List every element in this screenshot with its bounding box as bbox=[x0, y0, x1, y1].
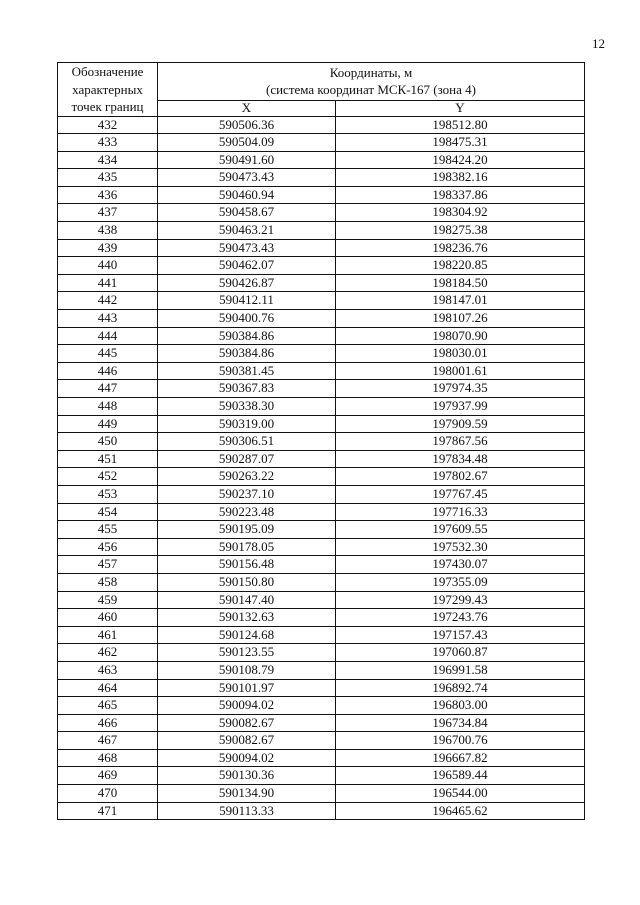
point-number-cell: 437 bbox=[58, 204, 158, 222]
table-row bbox=[58, 310, 585, 328]
point-number-cell: 466 bbox=[58, 714, 158, 732]
table-row bbox=[58, 433, 585, 451]
table-row bbox=[58, 521, 585, 539]
table-row bbox=[58, 169, 585, 187]
x-coordinate-cell: 590132.63 bbox=[158, 609, 336, 627]
y-coordinate-cell: 197355.09 bbox=[336, 573, 585, 591]
point-number-cell: 455 bbox=[58, 521, 158, 539]
x-coordinate-cell: 590178.05 bbox=[158, 538, 336, 556]
y-coordinate-cell: 198512.80 bbox=[336, 116, 585, 134]
point-number-cell: 458 bbox=[58, 573, 158, 591]
table-row bbox=[58, 327, 585, 345]
x-coordinate-cell: 590237.10 bbox=[158, 485, 336, 503]
point-number-cell: 452 bbox=[58, 468, 158, 486]
y-coordinate-cell: 197767.45 bbox=[336, 485, 585, 503]
y-coordinate-cell: 196892.74 bbox=[336, 679, 585, 697]
x-coordinate-cell: 590462.07 bbox=[158, 257, 336, 275]
x-coordinate-cell: 590082.67 bbox=[158, 732, 336, 750]
y-coordinate-cell: 198147.01 bbox=[336, 292, 585, 310]
point-number-cell: 471 bbox=[58, 802, 158, 820]
point-number-cell: 462 bbox=[58, 644, 158, 662]
x-coordinate-cell: 590400.76 bbox=[158, 310, 336, 328]
table-row bbox=[58, 556, 585, 574]
x-coordinate-cell: 590384.86 bbox=[158, 327, 336, 345]
point-number-cell: 453 bbox=[58, 485, 158, 503]
table-row bbox=[58, 239, 585, 257]
x-coordinate-cell: 590491.60 bbox=[158, 151, 336, 169]
designation-header-line: точек границ bbox=[71, 99, 144, 114]
y-coordinate-cell: 197802.67 bbox=[336, 468, 585, 486]
table-body bbox=[58, 116, 585, 820]
y-coordinate-cell: 197716.33 bbox=[336, 503, 585, 521]
y-coordinate-cell: 198030.01 bbox=[336, 345, 585, 363]
designation-header-line: Обозначение bbox=[71, 64, 144, 79]
point-number-cell: 448 bbox=[58, 398, 158, 416]
y-coordinate-cell: 198382.16 bbox=[336, 169, 585, 187]
table-row bbox=[58, 398, 585, 416]
x-coordinate-cell: 590367.83 bbox=[158, 380, 336, 398]
y-coordinate-cell: 198184.50 bbox=[336, 274, 585, 292]
table-row bbox=[58, 609, 585, 627]
table-row bbox=[58, 573, 585, 591]
table-row bbox=[58, 732, 585, 750]
y-coordinate-cell: 197299.43 bbox=[336, 591, 585, 609]
y-coordinate-cell: 198304.92 bbox=[336, 204, 585, 222]
point-number-cell: 456 bbox=[58, 538, 158, 556]
x-coordinate-cell: 590147.40 bbox=[158, 591, 336, 609]
point-number-cell: 438 bbox=[58, 222, 158, 240]
point-number-cell: 440 bbox=[58, 257, 158, 275]
point-number-cell: 465 bbox=[58, 697, 158, 715]
coordinates-header-title: Координаты, м bbox=[329, 64, 413, 80]
table-row bbox=[58, 415, 585, 433]
point-number-cell: 451 bbox=[58, 450, 158, 468]
y-coordinate-cell: 198275.38 bbox=[336, 222, 585, 240]
point-number-cell: 467 bbox=[58, 732, 158, 750]
table-row bbox=[58, 503, 585, 521]
designation-header-line: характерных bbox=[72, 81, 143, 97]
x-coordinate-cell: 590473.43 bbox=[158, 239, 336, 257]
point-number-cell: 436 bbox=[58, 186, 158, 204]
y-coordinate-cell: 196991.58 bbox=[336, 661, 585, 679]
coordinates-table bbox=[57, 62, 585, 820]
y-coordinate-cell: 198220.85 bbox=[336, 257, 585, 275]
point-number-cell: 434 bbox=[58, 151, 158, 169]
point-number-cell: 439 bbox=[58, 239, 158, 257]
x-coordinate-cell: 590101.97 bbox=[158, 679, 336, 697]
x-coordinate-cell: 590504.09 bbox=[158, 134, 336, 152]
y-coordinate-cell: 197060.87 bbox=[336, 644, 585, 662]
x-coordinate-cell: 590473.43 bbox=[158, 169, 336, 187]
x-coordinate-cell: 590384.86 bbox=[158, 345, 336, 363]
point-number-cell: 445 bbox=[58, 345, 158, 363]
point-number-cell: 460 bbox=[58, 609, 158, 627]
table-row bbox=[58, 257, 585, 275]
table-header-row bbox=[58, 63, 585, 101]
x-coordinate-cell: 590306.51 bbox=[158, 433, 336, 451]
y-coordinate-cell: 197937.99 bbox=[336, 398, 585, 416]
designation-header bbox=[58, 63, 158, 117]
x-coordinate-cell: 590463.21 bbox=[158, 222, 336, 240]
y-coordinate-cell: 197430.07 bbox=[336, 556, 585, 574]
x-coordinate-cell: 590381.45 bbox=[158, 362, 336, 380]
y-coordinate-cell: 196700.76 bbox=[336, 732, 585, 750]
y-coordinate-cell: 197532.30 bbox=[336, 538, 585, 556]
x-header: X bbox=[158, 100, 336, 116]
table-row bbox=[58, 591, 585, 609]
x-coordinate-cell: 590319.00 bbox=[158, 415, 336, 433]
table-row bbox=[58, 644, 585, 662]
y-coordinate-cell: 196667.82 bbox=[336, 749, 585, 767]
x-coordinate-cell: 590134.90 bbox=[158, 785, 336, 803]
y-coordinate-cell: 197909.59 bbox=[336, 415, 585, 433]
x-coordinate-cell: 590458.67 bbox=[158, 204, 336, 222]
table-row bbox=[58, 292, 585, 310]
table-row bbox=[58, 785, 585, 803]
point-number-cell: 441 bbox=[58, 274, 158, 292]
x-coordinate-cell: 590123.55 bbox=[158, 644, 336, 662]
point-number-cell: 442 bbox=[58, 292, 158, 310]
table-row bbox=[58, 204, 585, 222]
x-coordinate-cell: 590113.33 bbox=[158, 802, 336, 820]
x-coordinate-cell: 590124.68 bbox=[158, 626, 336, 644]
y-coordinate-cell: 197834.48 bbox=[336, 450, 585, 468]
y-coordinate-cell: 196589.44 bbox=[336, 767, 585, 785]
table-row bbox=[58, 134, 585, 152]
table-row bbox=[58, 380, 585, 398]
table-row bbox=[58, 222, 585, 240]
point-number-cell: 457 bbox=[58, 556, 158, 574]
point-number-cell: 454 bbox=[58, 503, 158, 521]
point-number-cell: 443 bbox=[58, 310, 158, 328]
y-coordinate-cell: 198107.26 bbox=[336, 310, 585, 328]
x-coordinate-cell: 590338.30 bbox=[158, 398, 336, 416]
page-number: 12 bbox=[592, 36, 605, 51]
point-number-cell: 433 bbox=[58, 134, 158, 152]
y-coordinate-cell: 198236.76 bbox=[336, 239, 585, 257]
point-number-cell: 447 bbox=[58, 380, 158, 398]
x-coordinate-cell: 590150.80 bbox=[158, 573, 336, 591]
y-header: Y bbox=[336, 100, 585, 116]
coordinates-header-system: (система координат МСК-167 (зона 4) bbox=[266, 82, 476, 98]
table-row bbox=[58, 538, 585, 556]
y-coordinate-cell: 196803.00 bbox=[336, 697, 585, 715]
table-row bbox=[58, 697, 585, 715]
point-number-cell: 449 bbox=[58, 415, 158, 433]
point-number-cell: 444 bbox=[58, 327, 158, 345]
x-coordinate-cell: 590506.36 bbox=[158, 116, 336, 134]
table-row bbox=[58, 362, 585, 380]
x-coordinate-cell: 590287.07 bbox=[158, 450, 336, 468]
y-coordinate-cell: 197243.76 bbox=[336, 609, 585, 627]
x-coordinate-cell: 590156.48 bbox=[158, 556, 336, 574]
point-number-cell: 450 bbox=[58, 433, 158, 451]
x-coordinate-cell: 590412.11 bbox=[158, 292, 336, 310]
x-coordinate-cell: 590130.36 bbox=[158, 767, 336, 785]
x-coordinate-cell: 590195.09 bbox=[158, 521, 336, 539]
point-number-cell: 446 bbox=[58, 362, 158, 380]
point-number-cell: 469 bbox=[58, 767, 158, 785]
y-coordinate-cell: 196544.00 bbox=[336, 785, 585, 803]
y-coordinate-cell: 198001.61 bbox=[336, 362, 585, 380]
table-row bbox=[58, 802, 585, 820]
x-coordinate-cell: 590263.22 bbox=[158, 468, 336, 486]
table-row bbox=[58, 626, 585, 644]
table-row bbox=[58, 151, 585, 169]
table-row bbox=[58, 468, 585, 486]
point-number-cell: 468 bbox=[58, 749, 158, 767]
table-row bbox=[58, 485, 585, 503]
point-number-cell: 435 bbox=[58, 169, 158, 187]
point-number-cell: 432 bbox=[58, 116, 158, 134]
point-number-cell: 470 bbox=[58, 785, 158, 803]
point-number-cell: 464 bbox=[58, 679, 158, 697]
table-row bbox=[58, 714, 585, 732]
x-coordinate-cell: 590223.48 bbox=[158, 503, 336, 521]
table-row bbox=[58, 345, 585, 363]
y-coordinate-cell: 197157.43 bbox=[336, 626, 585, 644]
y-coordinate-cell: 198475.31 bbox=[336, 134, 585, 152]
point-number-cell: 459 bbox=[58, 591, 158, 609]
x-coordinate-cell: 590426.87 bbox=[158, 274, 336, 292]
y-coordinate-cell: 197974.35 bbox=[336, 380, 585, 398]
y-coordinate-cell: 198424.20 bbox=[336, 151, 585, 169]
table-row bbox=[58, 661, 585, 679]
y-coordinate-cell: 197609.55 bbox=[336, 521, 585, 539]
x-coordinate-cell: 590460.94 bbox=[158, 186, 336, 204]
table-row bbox=[58, 450, 585, 468]
point-number-cell: 463 bbox=[58, 661, 158, 679]
y-coordinate-cell: 198070.90 bbox=[336, 327, 585, 345]
table-row bbox=[58, 116, 585, 134]
table-row bbox=[58, 186, 585, 204]
coordinates-header bbox=[158, 63, 585, 101]
point-number-cell: 461 bbox=[58, 626, 158, 644]
table-row bbox=[58, 274, 585, 292]
y-coordinate-cell: 196465.62 bbox=[336, 802, 585, 820]
x-coordinate-cell: 590094.02 bbox=[158, 749, 336, 767]
x-coordinate-cell: 590082.67 bbox=[158, 714, 336, 732]
y-coordinate-cell: 197867.56 bbox=[336, 433, 585, 451]
table-row bbox=[58, 749, 585, 767]
x-coordinate-cell: 590094.02 bbox=[158, 697, 336, 715]
table-row bbox=[58, 767, 585, 785]
table-row bbox=[58, 679, 585, 697]
x-coordinate-cell: 590108.79 bbox=[158, 661, 336, 679]
y-coordinate-cell: 196734.84 bbox=[336, 714, 585, 732]
y-coordinate-cell: 198337.86 bbox=[336, 186, 585, 204]
